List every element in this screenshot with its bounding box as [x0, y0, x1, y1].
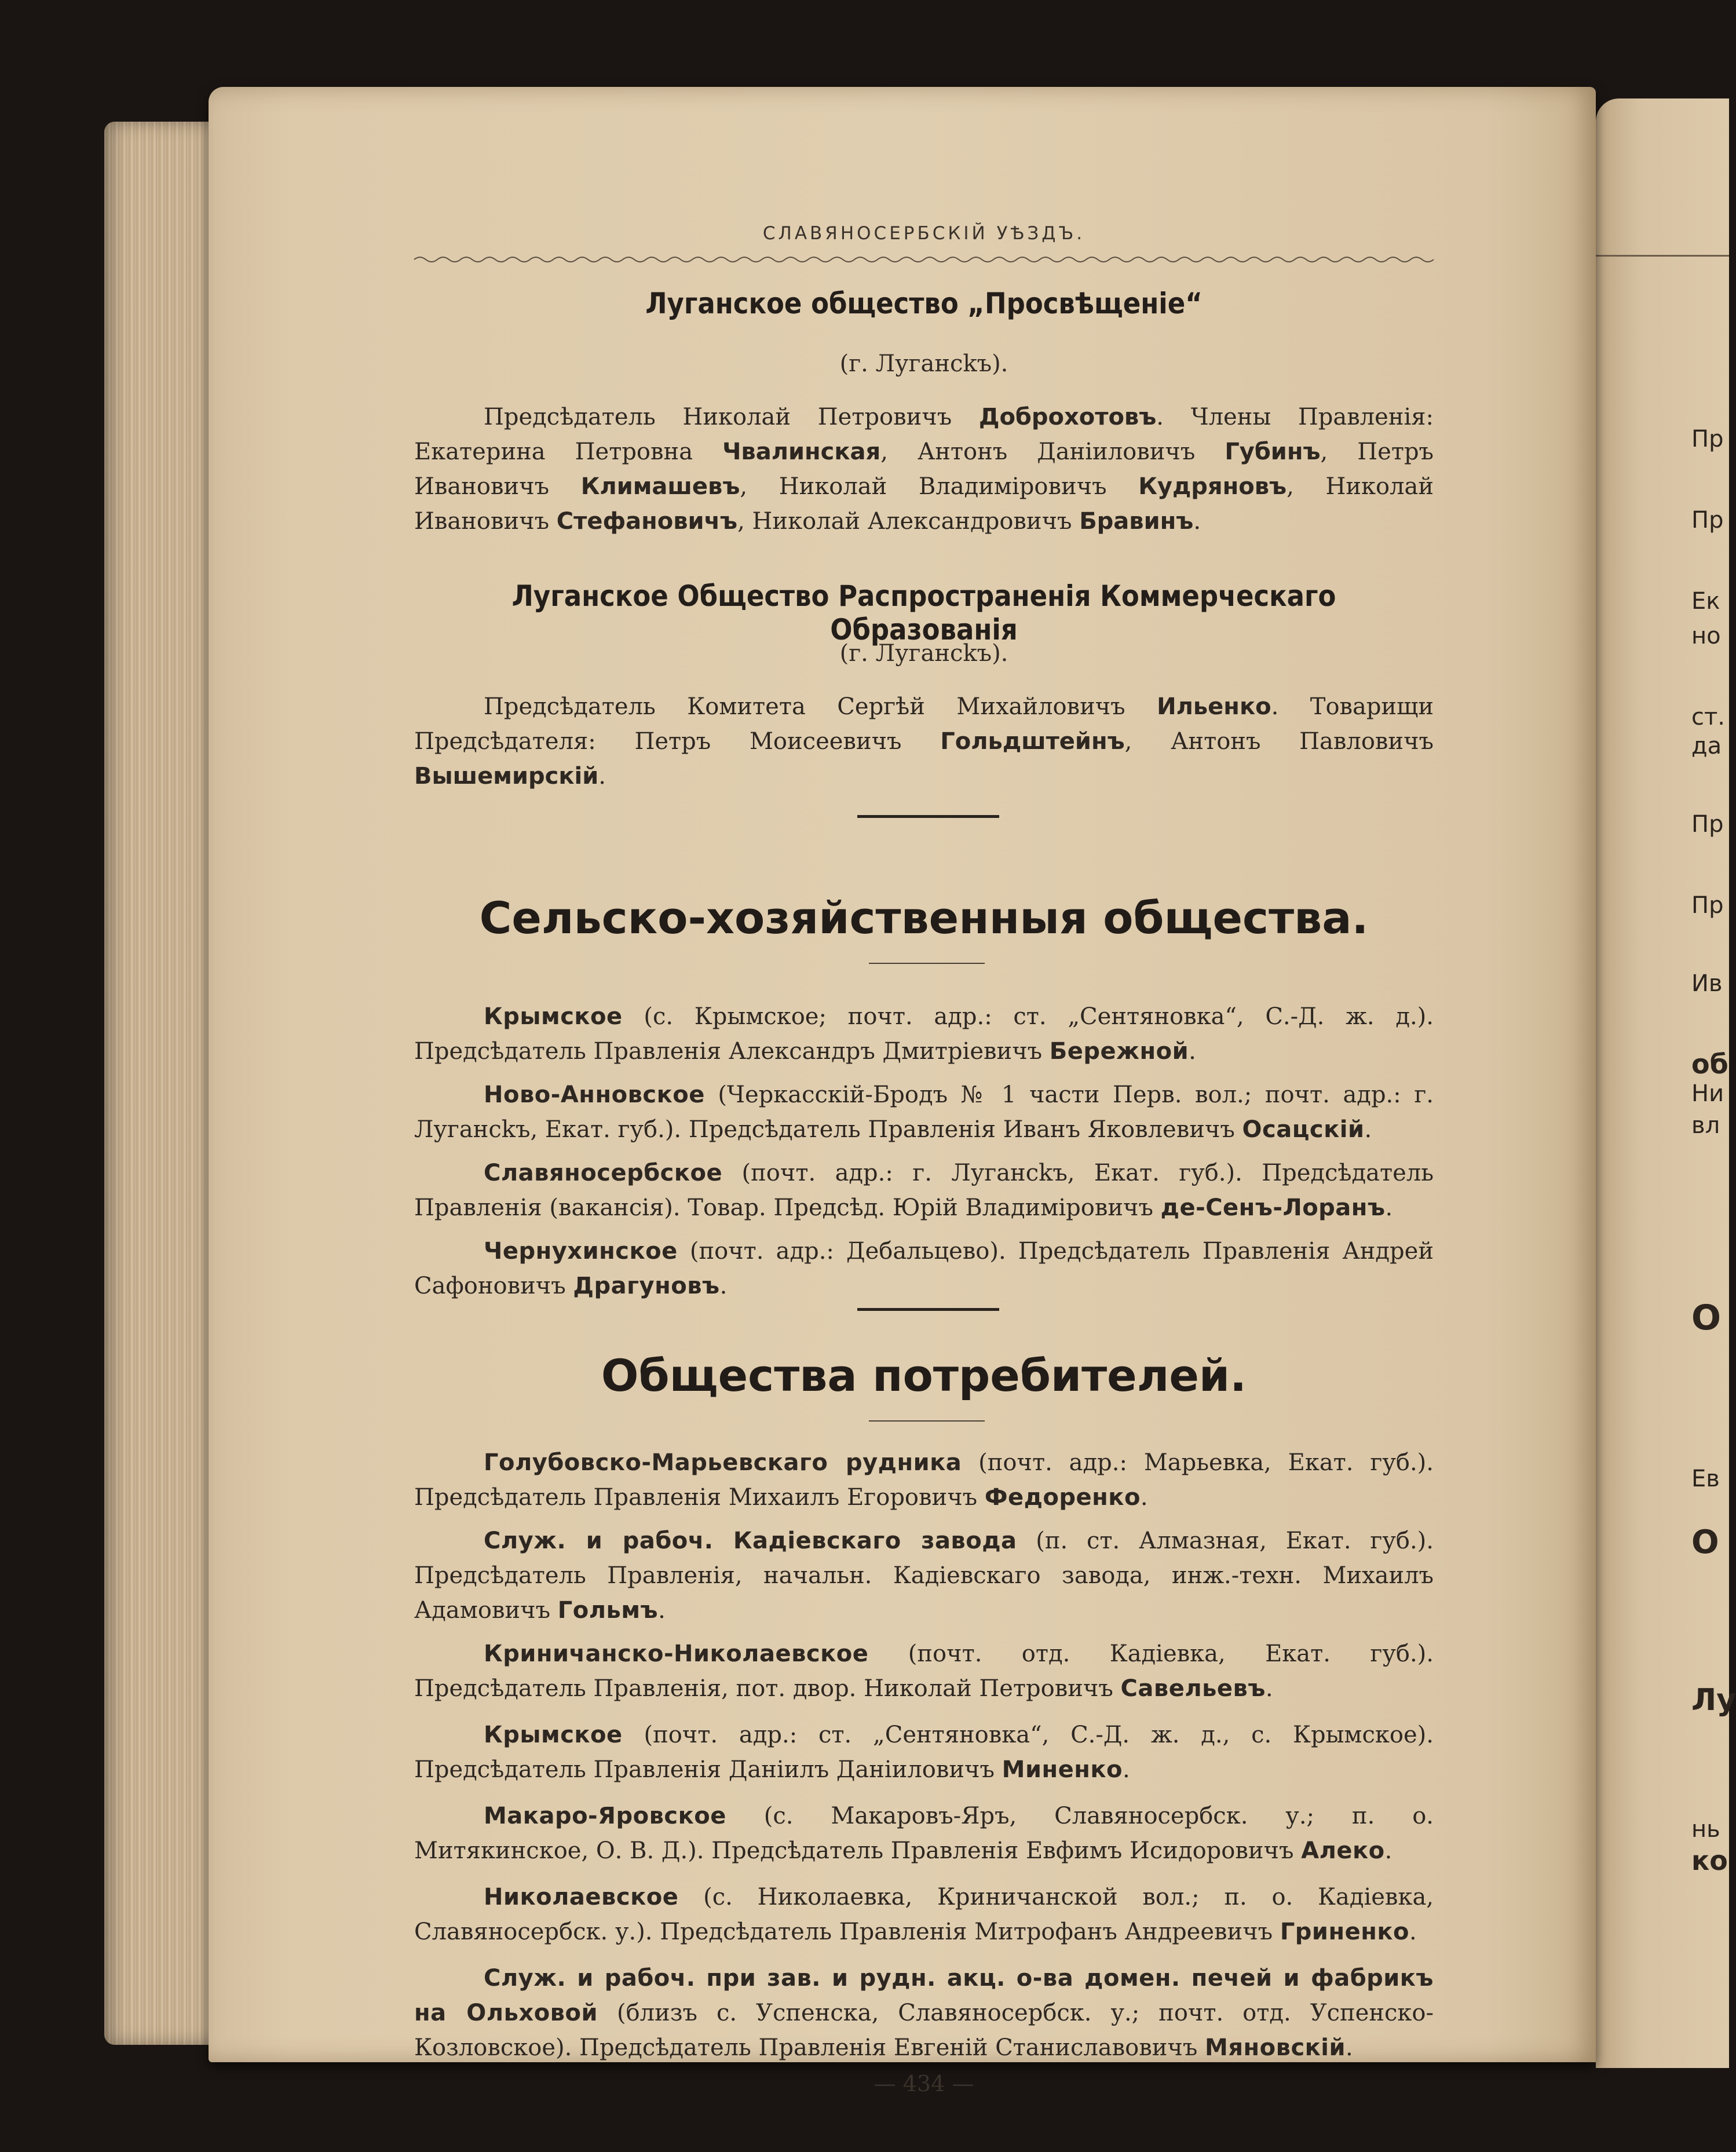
- society-description: Предсѣдатель Комитета Сергѣй Михайловичъ Ильенко. Товарищи Предсѣдателя: Петръ Моисеевичъ Гольдштейнъ, Антонъ Павловичъ Вышемирскій.: [414, 693, 1434, 790]
- society-name: Крымское: [484, 1003, 623, 1030]
- society-entry: Служ. и рабоч. при зав. и рудн. акц. о-ва домен. печей и фабрикъ на Ольховой (близъ с. Успенска, Славяносербск. у.; почт. отд. Успенско-Козловское). Предсѣдатель Правленія Евгеній Станиславовичъ Мяновскій.: [414, 1965, 1434, 2061]
- person-name: Осацскій: [1242, 1116, 1365, 1143]
- right-fragment: Ек: [1691, 588, 1720, 615]
- society-name: Николаевское: [484, 1884, 679, 1910]
- right-fragment: О: [1691, 1298, 1722, 1338]
- right-fragment: Пр: [1691, 426, 1724, 452]
- society-entry: Макаро-Яровское (с. Макаровъ-Яръ, Славяносербск. у.; п. о. Митякинское, О. В. Д.). Предсѣдатель Правленія Евфимъ Исидоровичъ Алеко.: [414, 1803, 1434, 1864]
- right-fragment: Пр: [1691, 811, 1724, 838]
- person-name: Вышемирскій: [414, 763, 599, 790]
- person-name: де-Сенъ-Лоранъ: [1160, 1194, 1386, 1221]
- right-fragment: вл: [1691, 1112, 1720, 1139]
- society-entry: Николаевское (с. Николаевка, Криничанской вол.; п. о. Кадіевка, Славяносербск. у.). Предсѣдатель Правленія Митрофанъ Андреевичъ Гриненко.: [414, 1884, 1434, 1945]
- right-fragment: Пр: [1691, 507, 1724, 534]
- right-fragment: нь: [1691, 1816, 1720, 1843]
- society-name: Криничанско-Николаевское: [484, 1641, 869, 1667]
- person-name: Бережной: [1049, 1038, 1189, 1065]
- person-name: Климашевъ: [580, 473, 740, 500]
- person-name: Кудряновъ: [1138, 473, 1287, 500]
- society-entry: Голубовско-Марьевскаго рудника (почт. адр.: Марьевка, Екат. губ.). Предсѣдатель Правленія Михаилъ Егоровичъ Федоренко.: [414, 1449, 1434, 1511]
- person-name: Бравинъ: [1079, 508, 1194, 535]
- person-name: Доброхотовъ: [978, 404, 1157, 430]
- right-fragment: Ив: [1691, 970, 1723, 997]
- society-city: (г. Лугансkъ).: [839, 640, 1008, 667]
- person-name: Губинъ: [1225, 439, 1321, 465]
- person-name: Алеко: [1301, 1837, 1385, 1864]
- right-fragment: но: [1691, 623, 1721, 649]
- right-fragment: ст.: [1691, 704, 1726, 730]
- section-underline: [869, 1420, 985, 1422]
- right-fragment: ко: [1691, 1845, 1728, 1876]
- society-title: Луганское общество „Просвѣщеніе“: [645, 287, 1203, 320]
- section-underline: [869, 963, 985, 964]
- society-name: Макаро-Яровское: [484, 1803, 726, 1829]
- society-name: Голубовско-Марьевскаго рудника: [484, 1449, 962, 1476]
- right-fragment: О: [1691, 1523, 1719, 1561]
- society-name: Чернухинское: [484, 1238, 678, 1265]
- society-entry: Криничанско-Николаевское (почт. отд. Кадіевка, Екат. губ.). Предсѣдатель Правленія, пот. двор. Николай Петровичъ Савельевъ.: [414, 1641, 1434, 1702]
- right-fragment: да: [1691, 733, 1722, 759]
- right-fragment: Ев: [1691, 1466, 1720, 1492]
- right-fragment: Ни: [1691, 1080, 1724, 1107]
- section-title: Сельско-хозяйственныя общества.: [479, 892, 1369, 944]
- book-page: [209, 87, 1596, 2096]
- right-page-header-rule: [1596, 255, 1729, 257]
- person-name: Чвалинская: [722, 439, 881, 465]
- book-page-edges: [104, 122, 214, 2045]
- person-name: Федоренко: [984, 1484, 1141, 1511]
- person-name: Мяновскій: [1205, 2034, 1346, 2061]
- society-name: Крымское: [484, 1722, 623, 1748]
- running-header: СЛАВЯНОСЕРБСКІЙ УѢЗДЪ.: [762, 223, 1086, 244]
- person-name: Гольдштейнъ: [940, 728, 1125, 755]
- right-page-fragment: [1596, 98, 1736, 2068]
- person-name: Драгуновъ: [573, 1273, 720, 1299]
- society-entry: Служ. и рабоч. Кадіевскаго завода (п. ст. Алмазная, Екат. губ.). Предсѣдатель Правленія, начальн. Кадіевскаго завода, инж.-техн. Михаилъ Адамовичъ Гольмъ.: [414, 1528, 1434, 1624]
- society-entry: Славяносербское (почт. адр.: г. Лугансkъ, Екат. губ.). Предсѣдатель Правленія (вакансія). Товар. Предсѣд. Юрій Владиміровичъ де-Сенъ-Лоранъ.: [414, 1160, 1434, 1221]
- society-city: (г. Лугансkъ).: [839, 350, 1008, 377]
- society-entry: Крымское (с. Крымское; почт. адр.: ст. „Сентяновка“, С.-Д. ж. д.). Предсѣдатель Правленія Александръ Дмитріевичъ Бережной.: [414, 1003, 1434, 1065]
- section-divider: [857, 815, 999, 818]
- person-name: Стефановичъ: [556, 508, 738, 535]
- society-entry: Ново-Анновское (Черкасскій-Бродъ № 1 части Перв. вол.; почт. адр.: г. Лугансkъ, Екат. губ.). Предсѣдатель Правленія Иванъ Яковлевичъ Осацскій.: [414, 1082, 1434, 1143]
- society-name: Ново-Анновское: [484, 1082, 705, 1108]
- person-name: Ильенко: [1157, 693, 1271, 720]
- section-title: Общества потребителей.: [601, 1350, 1247, 1401]
- person-name: Гольмъ: [557, 1597, 659, 1624]
- section-divider: [857, 1308, 999, 1311]
- society-name: Славяносербское: [484, 1160, 723, 1186]
- society-name: Служ. и рабоч. при зав. и рудн. акц. о-ва домен. печей и фабрикъ на Ольховой: [414, 1965, 1434, 2026]
- page-number: — 434 —: [874, 2071, 974, 2096]
- page-content: [209, 87, 1596, 2096]
- society-title: Луганское Общество Распространенія Коммерческаго Образованія: [511, 579, 1336, 646]
- society-description: Предсѣдатель Николай Петровичъ Доброхотовъ. Члены Правленія: Екатерина Петровна Чвалинская, Антонъ Даніиловичъ Губинъ, Петръ Ивановичъ Климашевъ, Николай Владиміровичъ Кудряновъ, Николай Ивановичъ Стефановичъ, Николай Александровичъ Бравинъ.: [414, 404, 1434, 535]
- society-name: Служ. и рабоч. Кадіевскаго завода: [484, 1528, 1017, 1554]
- right-fragment: об: [1691, 1048, 1728, 1080]
- person-name: Миненко: [1002, 1756, 1123, 1783]
- person-name: Гриненко: [1280, 1919, 1409, 1945]
- society-entry: Крымское (почт. адр.: ст. „Сентяновка“, С.-Д. ж. д., с. Крымское). Предсѣдатель Правленія Даніилъ Даніиловичъ Миненко.: [414, 1722, 1434, 1783]
- society-entry: Чернухинское (почт. адр.: Дебальцево). Предсѣдатель Правленія Андрей Сафоновичъ Драгуновъ.: [414, 1238, 1434, 1299]
- right-fragment: Пр: [1691, 892, 1724, 919]
- header-rule: [414, 253, 1434, 265]
- person-name: Савельевъ: [1120, 1675, 1266, 1702]
- right-fragment: Лу: [1691, 1683, 1736, 1718]
